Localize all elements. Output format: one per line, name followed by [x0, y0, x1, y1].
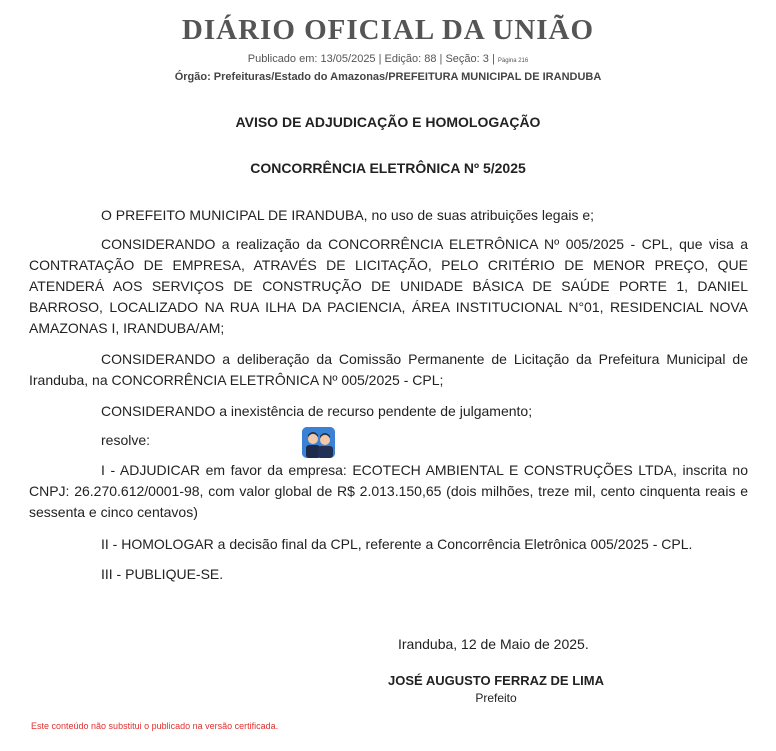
place-date: Iranduba, 12 de Maio de 2025.	[398, 636, 589, 652]
signer-name: JOSÉ AUGUSTO FERRAZ DE LIMA	[388, 673, 604, 688]
publication-meta	[0, 53, 776, 65]
orgao-line: Órgão: Prefeituras/Estado do Amazonas/PREFEITURA MUNICIPAL DE IRANDUBA	[174, 71, 602, 83]
paragraph-publique: III - PUBLIQUE-SE.	[101, 566, 224, 582]
paragraph-resolve: resolve:	[101, 432, 151, 448]
publication-details: Publicado em: 13/05/2025 | Edição: 88 | Seção: 3 |	[247, 53, 495, 65]
disclaimer-note: Este conteúdo não substitui o publicado na versão certificada.	[31, 721, 279, 731]
paragraph-adjudicar: I - ADJUDICAR em favor da empresa: ECOTECH AMBIENTAL E CONSTRUÇÕES LTDA, inscrita no CNPJ: 26.270.612/0001-98, com valor global de R$ 2.013.150,65 (dois milhões, treze mil, cento cinquenta reais e sessenta e cinco centavos)	[29, 462, 748, 520]
document-title: AVISO DE ADJUDICAÇÃO E HOMOLOGAÇÃO	[235, 114, 541, 130]
paragraph-homologar: II - HOMOLOGAR a decisão final da CPL, referente a Concorrência Eletrônica 005/2025 - CPL.	[101, 536, 693, 552]
paragraph-considerando-1: CONSIDERANDO a realização da CONCORRÊNCIA ELETRÔNICA Nº 005/2025 - CPL, que visa a CONTRATAÇÃO DE EMPRESA, ATRAVÉS DE LICITAÇÃO, PELO CRITÉRIO DE MENOR PREÇO, QUE ATENDERÁ AOS SERVIÇOS DE CONSTRUÇÃO DE UNIDADE BÁSICA DE SAÚDE PORTE 1, DANIEL BARROSO, LOCALIZADO NA RUA ILHA DA PACIENCIA, ÁREA INSTITUCIONAL N°01, RESIDENCIAL NOVA AMAZONAS I, IRANDUBA/AM;	[29, 236, 748, 336]
paragraph-considerando-3: CONSIDERANDO a inexistência de recurso pendente de julgamento;	[101, 403, 533, 419]
avatar-icon[interactable]	[302, 427, 335, 458]
paragraph-considerando-2: CONSIDERANDO a deliberação da Comissão Permanente de Licitação da Prefeitura Municipal de Iranduba, na CONCORRÊNCIA ELETRÔNICA Nº 005/2025 - CPL;	[29, 351, 748, 388]
masthead-title: DIÁRIO OFICIAL DA UNIÃO	[181, 14, 595, 46]
paragraph-intro: O PREFEITO MUNICIPAL DE IRANDUBA, no uso de suas atribuições legais e;	[101, 207, 595, 223]
signer-role: Prefeito	[475, 691, 517, 705]
document-subtitle: CONCORRÊNCIA ELETRÔNICA Nº 5/2025	[250, 160, 526, 176]
page-number: Página 216	[497, 58, 529, 64]
